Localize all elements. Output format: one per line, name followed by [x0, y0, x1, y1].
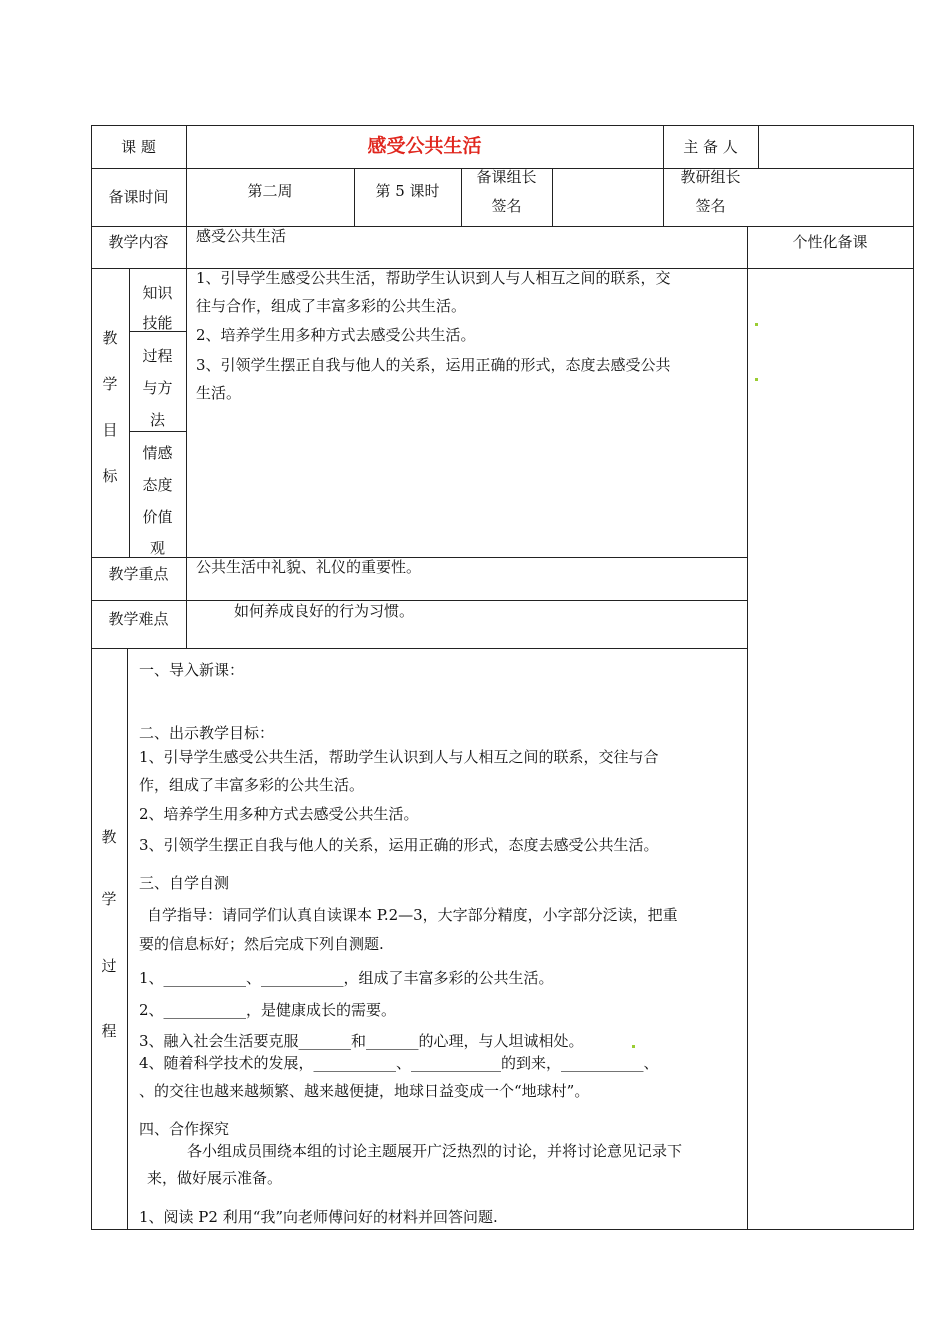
process-line: 四、合作探究 — [139, 1120, 230, 1138]
process-line: 二、出示教学目标： — [139, 724, 275, 742]
rule — [552, 168, 553, 226]
process-line: 3、引领学生摆正自我与他人的关系，运用正确的形式，态度去感受公共生活。 — [139, 836, 659, 854]
difficulty-label: 教学难点 — [108, 610, 169, 628]
group-leader-sign: 签名 — [491, 197, 522, 215]
process-line: 来，做好展示准备。 — [147, 1169, 283, 1187]
topic-title: 感受公共生活 — [367, 135, 482, 157]
rule — [758, 125, 759, 168]
process-line: 、的交往也越来越频繁、越来越便捷，地球日益变成一个“地球村”。 — [139, 1082, 590, 1100]
key-point-value: 公共生活中礼貌、礼仪的重要性。 — [196, 558, 422, 576]
process-line: 三、自学自测 — [139, 874, 230, 892]
process-line: 一、导入新课： — [139, 661, 245, 679]
marker-dot — [755, 323, 758, 326]
rule — [186, 125, 187, 648]
objective-line: 生活。 — [196, 384, 242, 402]
marker-dot — [632, 1045, 635, 1048]
emotion-label: 态度 — [142, 476, 173, 494]
process-line: 自学指导：请同学们认真自读课本 P.2—3，大字部分精度，小字部分泛读，把重 — [147, 906, 678, 924]
objective-line: 3、引领学生摆正自我与他人的关系，运用正确的形式，态度去感受公共 — [196, 356, 671, 374]
rule — [913, 125, 914, 1230]
process-label-char: 学 — [101, 890, 117, 908]
process-line: 各小组成员围绕本组的讨论主题展开广泛热烈的讨论，并将讨论意见记录下 — [187, 1142, 683, 1160]
rule — [91, 125, 92, 1230]
rule — [127, 648, 128, 1230]
period: 第 5 课时 — [375, 182, 440, 200]
prep-time-label: 备课时间 — [108, 188, 169, 206]
research-leader-sign: 教研组长 — [680, 168, 741, 186]
emotion-label: 情感 — [142, 444, 173, 462]
objective-line: 2、培养学生用多种方式去感受公共生活。 — [196, 326, 476, 344]
rule — [91, 648, 747, 649]
process-line: 4、随着科学技术的发展，___________、____________的到来，___________、 — [139, 1054, 659, 1072]
process-line: 3、融入社会生活要克服_______和_______的心理，与人坦诚相处。 — [139, 1032, 584, 1050]
process-label-char: 过 — [101, 957, 117, 975]
rule — [91, 600, 747, 601]
content-label: 教学内容 — [108, 233, 169, 251]
process-method-label: 法 — [149, 411, 165, 429]
process-line: 2、培养学生用多种方式去感受公共生活。 — [139, 805, 419, 823]
objectives-label-char: 目 — [102, 421, 118, 439]
rule — [129, 431, 186, 432]
preparer-label: 主 备 人 — [683, 138, 738, 156]
marker-dot — [755, 378, 758, 381]
process-line: 1、___________、___________，组成了丰富多彩的公共生活。 — [139, 969, 554, 987]
emotion-label: 观 — [149, 539, 165, 557]
objectives-label-char: 教 — [102, 329, 118, 347]
content-value: 感受公共生活 — [196, 227, 287, 245]
process-line: 要的信息标好；然后完成下列自测题. — [139, 935, 384, 953]
objectives-label-char: 标 — [102, 467, 118, 485]
knowledge-label: 技能 — [142, 314, 173, 332]
objective-line: 1、引导学生感受公共生活，帮助学生认识到人与人相互之间的联系，交 — [196, 269, 671, 287]
process-label-char: 程 — [101, 1022, 117, 1040]
process-method-label: 过程 — [142, 347, 173, 365]
key-point-label: 教学重点 — [108, 565, 169, 583]
process-line: 1、阅读 P2 利用“我”向老师傅问好的材料并回答问题. — [139, 1208, 498, 1226]
research-leader-sign: 签名 — [695, 197, 726, 215]
process-label-char: 教 — [101, 828, 117, 846]
topic-label: 课 题 — [121, 138, 156, 156]
objective-line: 往与合作，组成了丰富多彩的公共生活。 — [196, 297, 467, 315]
group-leader-sign: 备课组长 — [476, 168, 537, 186]
knowledge-label: 知识 — [142, 284, 173, 302]
difficulty-value: 如何养成良好的行为习惯。 — [234, 602, 415, 620]
emotion-label: 价值 — [142, 508, 173, 526]
objectives-label-char: 学 — [102, 375, 118, 393]
rule — [91, 125, 914, 126]
rule — [747, 226, 748, 1230]
personal-prep-label: 个性化备课 — [792, 233, 868, 251]
rule — [91, 1229, 914, 1230]
process-line: 作，组成了丰富多彩的公共生活。 — [139, 776, 365, 794]
process-line: 1、引导学生感受公共生活，帮助学生认识到人与人相互之间的联系，交往与合 — [139, 748, 659, 766]
process-line: 2、___________，是健康成长的需要。 — [139, 1001, 397, 1019]
process-method-label: 与方 — [142, 379, 173, 397]
week: 第二周 — [247, 182, 293, 200]
